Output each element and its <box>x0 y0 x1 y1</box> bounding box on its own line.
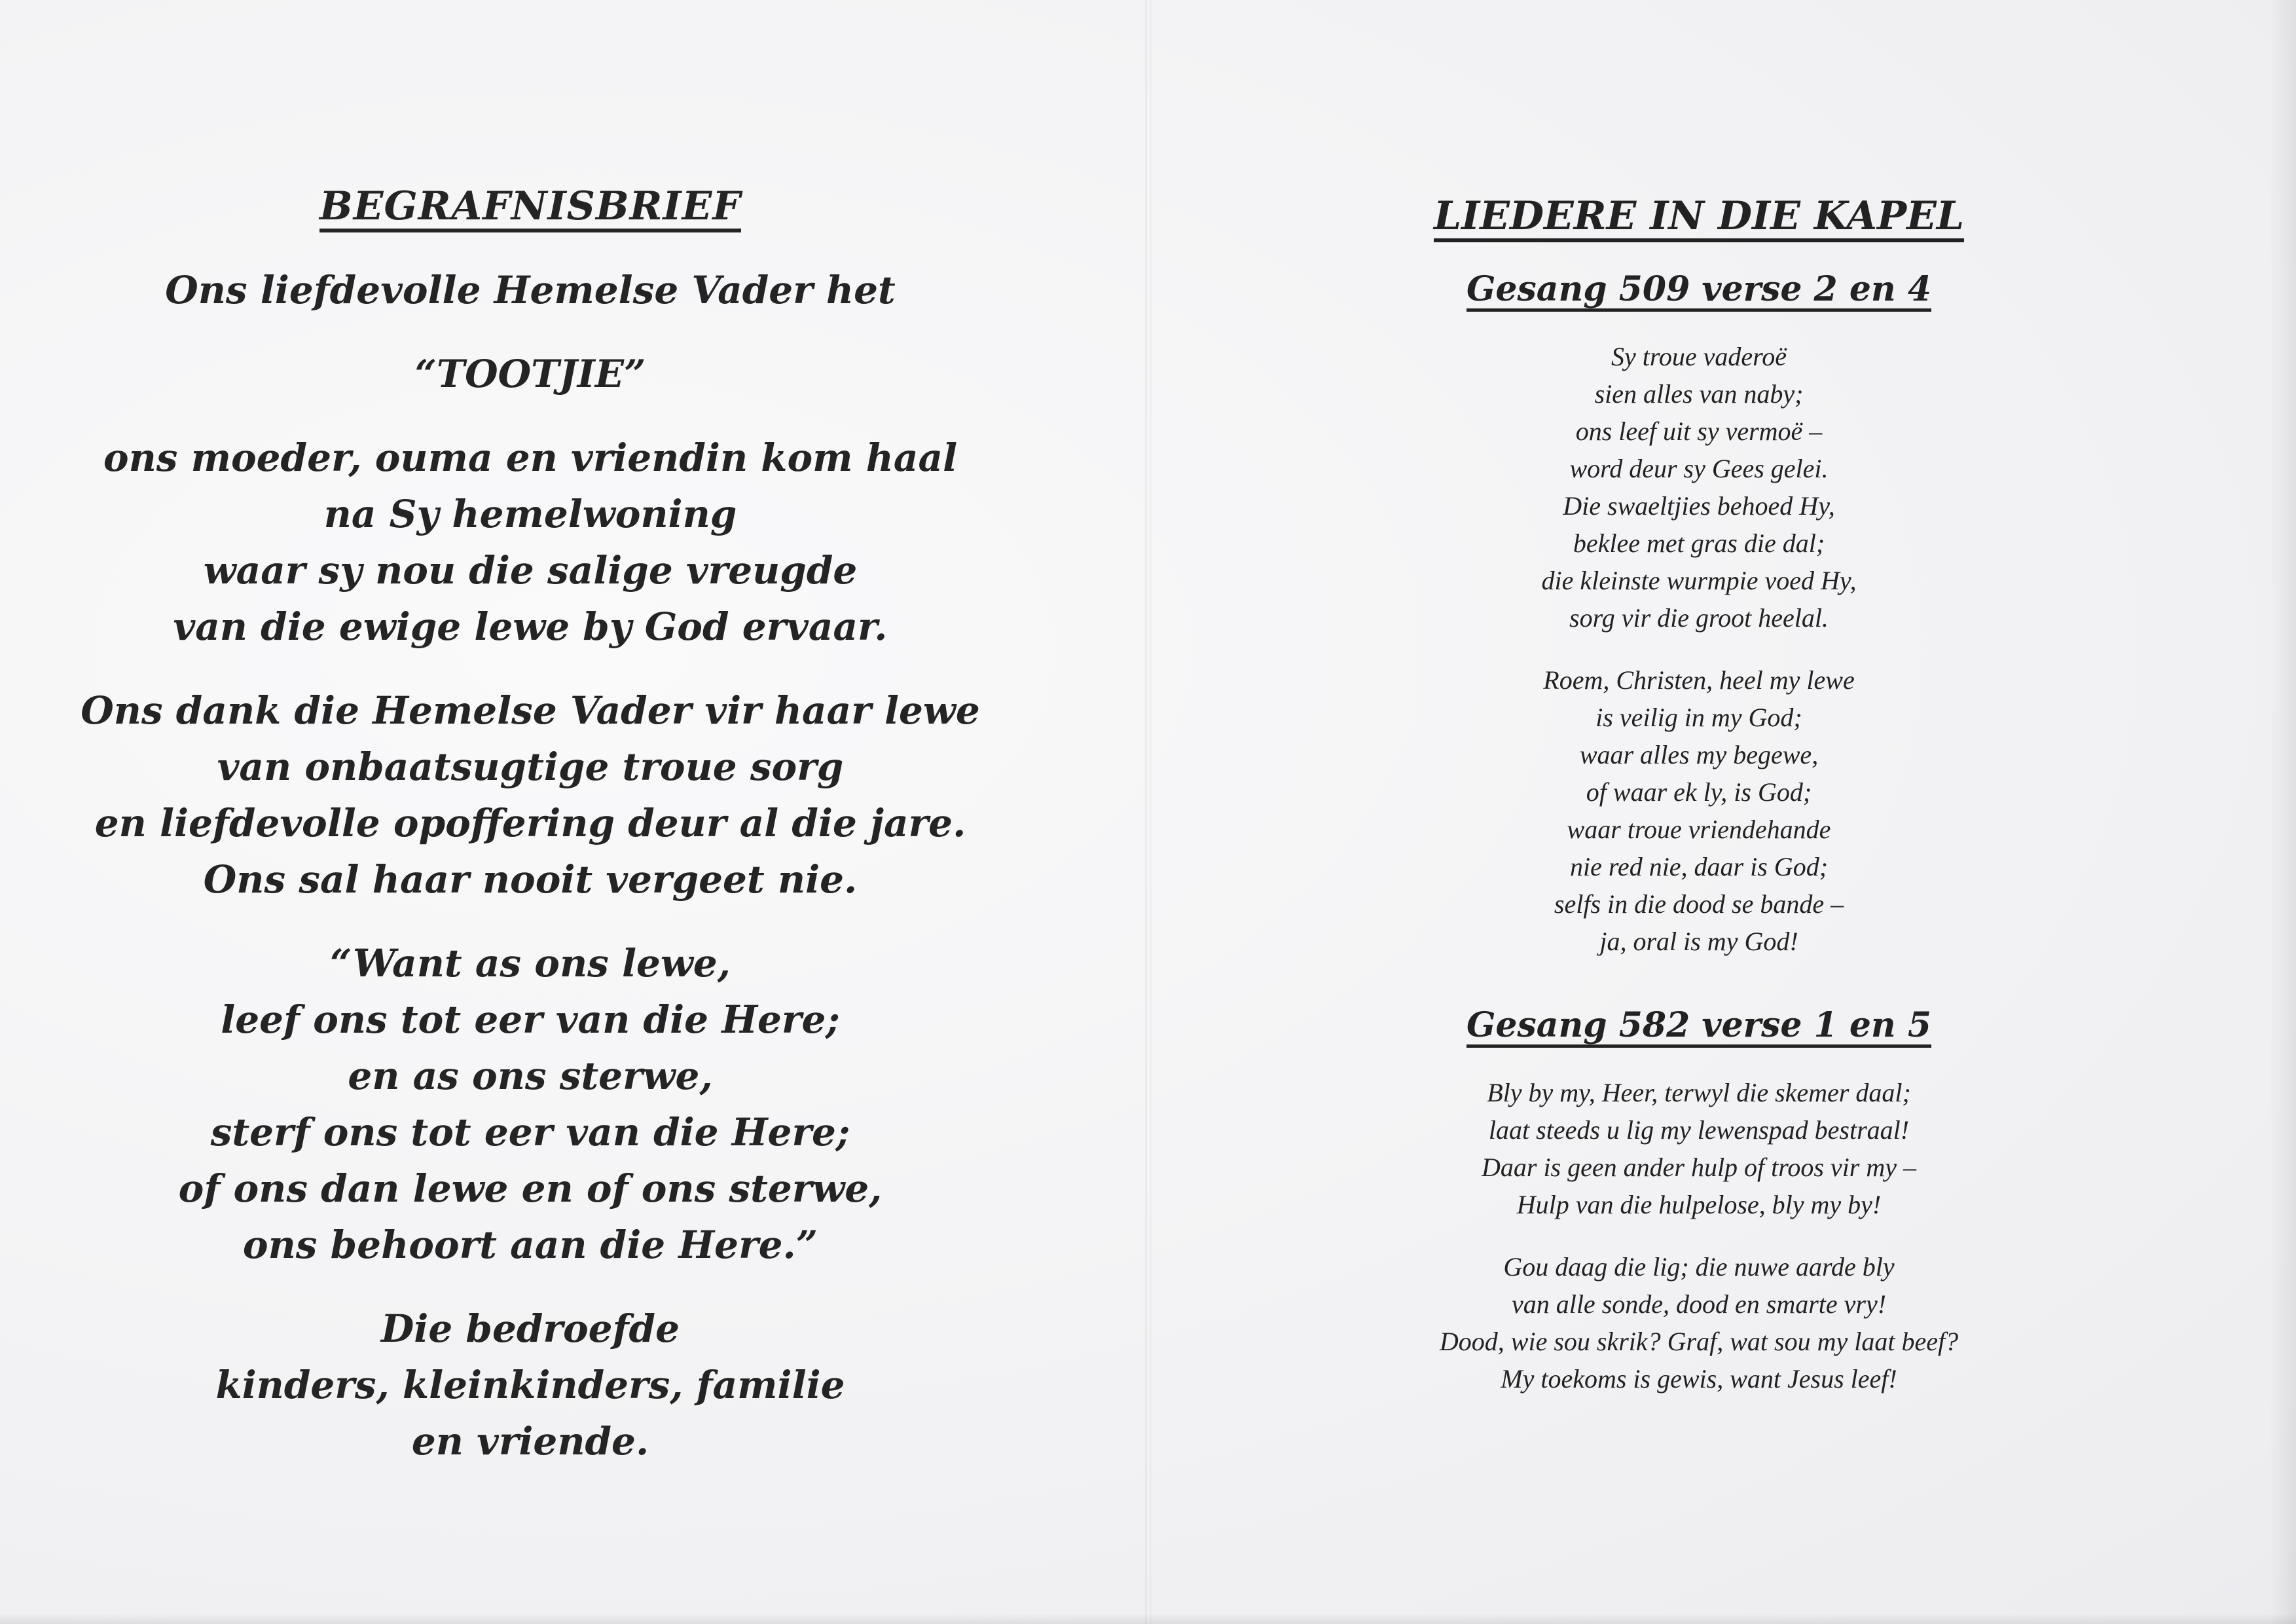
verse-line: nie red nie, daar is God; <box>1569 852 1829 881</box>
letter-paragraph <box>65 682 995 908</box>
letter-paragraph <box>65 935 995 1273</box>
hymn-title: Gesang 582 verse 1 en 5 <box>1467 1005 1931 1045</box>
verse-line: Dood, wie sou skrik? Graf, wat sou my laat beef? <box>1439 1327 1959 1356</box>
letter-line: en as ons sterwe, <box>348 1054 713 1098</box>
paper-edge-bottom <box>0 1614 2296 1624</box>
hymn-title: Gesang 509 verse 2 en 4 <box>1467 269 1931 309</box>
verse-line: Bly by my, Heer, terwyl die skemer daal; <box>1487 1078 1911 1107</box>
verse-line: die kleinste wurmpie voed Hy, <box>1541 566 1857 595</box>
hymn-verse <box>1296 1074 2102 1223</box>
letter-line: “TOOTJIE” <box>414 352 646 396</box>
letter-line: ons behoort aan die Here.” <box>242 1223 818 1267</box>
letter-line: ons moeder, ouma en vriendin kom haal <box>103 435 958 480</box>
letter-line: leef ons tot eer van die Here; <box>221 997 840 1042</box>
letter-line: na Sy hemelwoning <box>323 492 737 536</box>
hymn <box>1296 999 2102 1397</box>
verse-line: van alle sonde, dood en smarte vry! <box>1511 1289 1887 1319</box>
verse-line: waar alles my begewe, <box>1579 740 1819 769</box>
hymn <box>1296 263 2102 960</box>
paper-edge <box>2270 0 2296 1624</box>
letter-line: Die bedroefde <box>381 1306 680 1351</box>
hymns-section <box>1296 183 2102 1437</box>
letter-line: “Want as ons lewe, <box>330 941 731 986</box>
hymns-title: LIEDERE IN DIE KAPEL <box>1433 193 1965 239</box>
letter-body <box>65 262 995 1469</box>
verse-line: Hulp van die hulpelose, bly my by! <box>1516 1190 1882 1219</box>
letter-line: sterf ons tot eer van die Here; <box>210 1110 850 1154</box>
hymn-verse <box>1296 1248 2102 1397</box>
letter-line: Ons sal haar nooit vergeet nie. <box>203 857 858 902</box>
funeral-letter <box>65 177 995 1497</box>
letter-title: BEGRAFNISBRIEF <box>319 183 741 229</box>
verse-line: Sy troue vaderoë <box>1611 342 1787 371</box>
verse-line: waar troue vriendehande <box>1567 815 1831 844</box>
letter-line: of ons dan lewe en of ons sterwe, <box>178 1166 883 1211</box>
letter-line: Ons liefdevolle Hemelse Vader het <box>165 268 896 312</box>
verse-line: selfs in die dood se bande – <box>1554 889 1844 919</box>
hymn-verse <box>1296 338 2102 637</box>
hymn-verse <box>1296 661 2102 960</box>
verse-line: laat steeds u lig my lewenspad bestraal! <box>1488 1115 1910 1145</box>
verse-line: beklee met gras die dal; <box>1573 528 1825 558</box>
letter-paragraph <box>65 262 995 318</box>
verse-line: sien alles van naby; <box>1594 379 1804 409</box>
verse-line: ja, oral is my God! <box>1599 927 1798 956</box>
verse-line: My toekoms is gewis, want Jesus leef! <box>1501 1364 1897 1393</box>
letter-line: waar sy nou die salige vreugde <box>203 548 858 593</box>
letter-paragraph <box>65 430 995 655</box>
letter-line: Ons dank die Hemelse Vader vir haar lewe <box>81 688 980 733</box>
letter-line: van die ewige lewe by God ervaar. <box>173 604 888 649</box>
letter-line: en liefdevolle opoffering deur al die jare. <box>94 801 966 845</box>
letter-line: kinders, kleinkinders, familie <box>215 1363 845 1407</box>
letter-paragraph <box>65 1301 995 1469</box>
verse-line: is veilig in my God; <box>1595 703 1802 732</box>
verse-line: Die swaeltjies behoed Hy, <box>1563 491 1835 521</box>
verse-line: Daar is geen ander hulp of troos vir my – <box>1481 1153 1917 1182</box>
hymn-list <box>1296 263 2102 1397</box>
letter-line: van onbaatsugtige troue sorg <box>217 745 844 789</box>
verse-line: of waar ek ly, is God; <box>1586 777 1812 807</box>
letter-paragraph <box>65 346 995 402</box>
verse-line: Gou daag die lig; die nuwe aarde bly <box>1503 1252 1895 1282</box>
verse-line: sorg vir die groot heelal. <box>1569 603 1829 633</box>
letter-line: en vriende. <box>411 1419 649 1464</box>
verse-line: ons leef uit sy vermoë – <box>1575 416 1823 446</box>
verse-line: Roem, Christen, heel my lewe <box>1543 665 1855 695</box>
verse-line: word deur sy Gees gelei. <box>1569 454 1829 483</box>
